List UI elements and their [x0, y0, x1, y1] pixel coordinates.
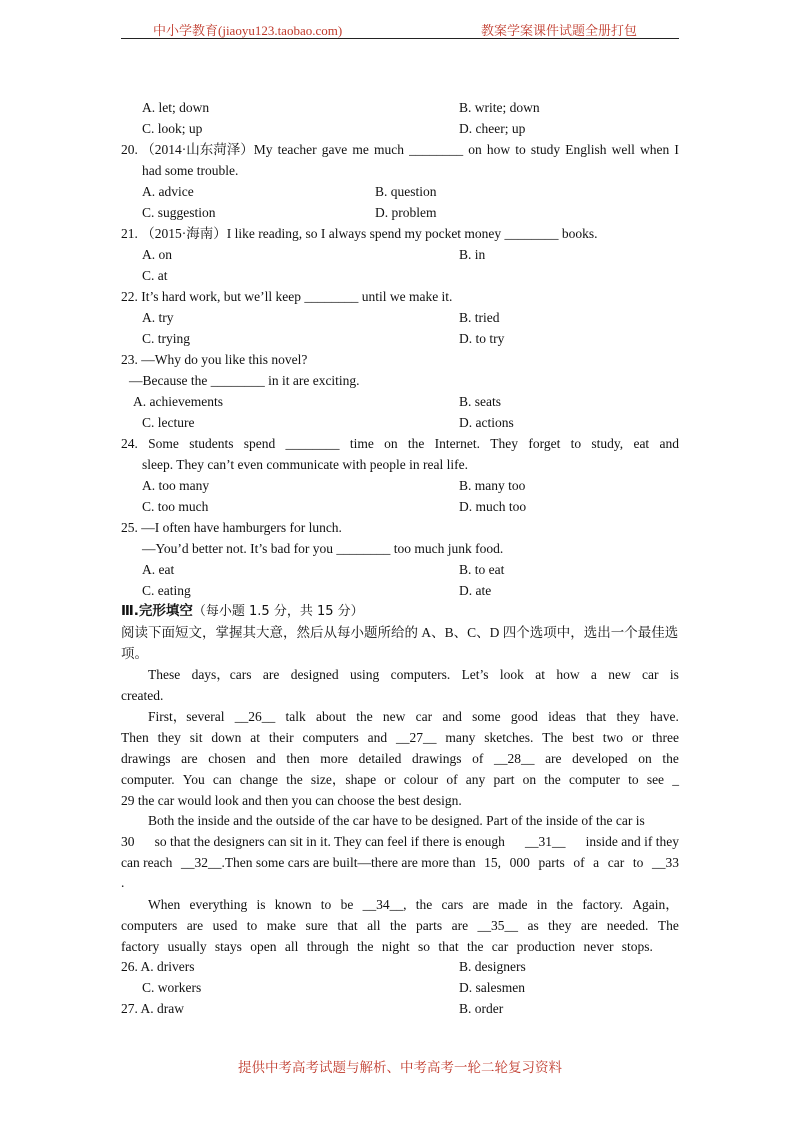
- word: __35__: [477, 918, 519, 933]
- word: down: [211, 730, 242, 745]
- question-20-line1: [121, 141, 679, 159]
- word: two: [602, 730, 623, 745]
- passage-line: [121, 750, 679, 768]
- word: or: [384, 772, 396, 787]
- word: The: [657, 918, 679, 933]
- word: when: [640, 142, 670, 157]
- passage-line: Both the inside and the outside of the car have to be designed. Part of the inside of the car is: [148, 813, 645, 828]
- instructions-line1: 阅读下面短文，掌握其大意，然后从每小题所给的 A、B、C、D 四个选项中，选出一个最佳选: [121, 625, 679, 640]
- word: much: [373, 142, 404, 157]
- question-23-line1: 23. —Why do you like this novel?: [121, 352, 308, 367]
- question-24-line2: sleep. They can’t even communicate with people in real life.: [142, 457, 469, 472]
- option: B. write; down: [459, 100, 540, 115]
- passage-line: 29 the car would look and then you can choose the best design.: [121, 793, 462, 808]
- question-21-line1: 21. （2015·海南）I like reading, so I always spend my pocket money ________ books.: [121, 226, 598, 241]
- word: are: [181, 751, 198, 766]
- passage-line: [121, 833, 679, 851]
- word: parts: [538, 855, 565, 870]
- word: When: [148, 897, 181, 912]
- word: at: [535, 667, 545, 682]
- word: how: [556, 667, 580, 682]
- word: that: [337, 918, 358, 933]
- footer-text: 提供中考高考试题与解析、中考高考一轮二轮复习资料: [238, 1060, 562, 1075]
- word: __27__: [396, 730, 437, 745]
- word: the: [466, 939, 484, 954]
- word: so that the designers can sit in it. They can feel if there is enough: [154, 834, 505, 849]
- word: drawings: [121, 751, 171, 766]
- word: open: [250, 939, 277, 954]
- word: __26__: [234, 709, 276, 724]
- word: are: [451, 918, 469, 933]
- option: A. on: [142, 247, 172, 262]
- word: are: [262, 667, 280, 682]
- word: a: [593, 855, 600, 870]
- word: everything: [189, 897, 248, 912]
- header-left: 中小学教育(jiaoyu123.taobao.com): [153, 23, 343, 38]
- word: __34__,: [362, 897, 407, 912]
- word: ideas: [548, 709, 576, 724]
- word: the: [357, 939, 374, 954]
- word: These: [148, 667, 181, 682]
- word: and: [256, 751, 276, 766]
- word: at: [250, 730, 261, 745]
- word: good: [510, 709, 538, 724]
- section-title: [121, 602, 364, 621]
- option: C. look; up: [142, 121, 203, 136]
- word: __31__: [525, 834, 566, 849]
- word: are: [545, 751, 562, 766]
- word: computer.: [121, 772, 175, 787]
- word: You: [182, 772, 205, 787]
- word: English: [565, 142, 607, 157]
- word: the: [390, 918, 407, 933]
- passage-line: [121, 854, 679, 872]
- word: gave: [321, 142, 348, 157]
- word: of: [446, 772, 458, 787]
- word: size，shape: [310, 772, 377, 787]
- option: C. eating: [142, 583, 191, 598]
- option: C. trying: [142, 331, 191, 346]
- question-25-line1: 25. —I often have hamburgers for lunch.: [121, 520, 342, 535]
- header-right: 教案学案课件试题全册打包: [481, 23, 638, 38]
- word: make: [266, 918, 296, 933]
- word: 24.: [121, 436, 138, 451]
- option: A. eat: [142, 562, 175, 577]
- word: students: [189, 436, 234, 451]
- word: see: [646, 772, 665, 787]
- word: new: [608, 667, 631, 682]
- option: 26. A. drivers: [121, 959, 195, 974]
- word: the: [356, 709, 373, 724]
- passage-line: [121, 938, 653, 956]
- word: on: [468, 142, 482, 157]
- option: B. in: [459, 247, 486, 262]
- option: D. actions: [459, 415, 514, 430]
- word: ________: [409, 142, 464, 157]
- word: are: [186, 918, 204, 933]
- word: to: [320, 897, 332, 912]
- word: are: [580, 918, 598, 933]
- word: spend: [243, 436, 276, 451]
- word: The: [542, 730, 564, 745]
- word: and: [659, 436, 679, 451]
- word: a: [590, 667, 597, 682]
- word: factory: [121, 939, 160, 954]
- word: and: [367, 730, 388, 745]
- word: detailed: [358, 751, 402, 766]
- option: D. much too: [459, 499, 527, 514]
- option: A. let; down: [142, 100, 210, 115]
- word: on: [638, 751, 652, 766]
- word: time: [349, 436, 374, 451]
- word: me: [352, 142, 369, 157]
- word: forget: [528, 436, 561, 451]
- word: Let’s: [461, 667, 489, 682]
- word: they: [548, 918, 572, 933]
- word: Then: [121, 730, 149, 745]
- word: their: [268, 730, 294, 745]
- option: B. seats: [459, 394, 501, 409]
- question-23-line2: —Because the ________ in it are exciting.: [129, 373, 360, 388]
- word: they: [157, 730, 181, 745]
- word: factory.: [582, 897, 624, 912]
- word: on: [522, 772, 537, 787]
- word: car: [491, 939, 509, 954]
- word: or: [631, 730, 644, 745]
- option: D. cheer; up: [459, 121, 526, 136]
- word: sketches.: [484, 730, 534, 745]
- word: computers: [302, 730, 359, 745]
- option: C. lecture: [142, 415, 195, 430]
- word: to: [628, 772, 639, 787]
- word: computers.: [390, 667, 451, 682]
- option: A. advice: [142, 184, 194, 199]
- option: B. tried: [459, 310, 500, 325]
- option: B. order: [459, 1001, 504, 1016]
- question-24-line1: [121, 435, 679, 453]
- word: study: [530, 142, 561, 157]
- word: to: [515, 142, 526, 157]
- word: more: [320, 751, 349, 766]
- word: new: [382, 709, 406, 724]
- section-title-text: Ⅲ.完形填空: [121, 603, 193, 619]
- option: A. achievements: [133, 394, 223, 409]
- instructions-line2: 项。: [121, 646, 148, 661]
- word: night: [381, 939, 410, 954]
- word: all: [284, 939, 299, 954]
- word: inside and if they: [585, 834, 679, 849]
- word: I: [674, 142, 679, 157]
- word: as: [527, 918, 539, 933]
- word: 20. （2014·山东菏泽）My: [121, 142, 273, 157]
- word: is: [256, 897, 266, 912]
- word: some: [472, 709, 501, 724]
- passage-line: [148, 896, 679, 914]
- word: __28__: [493, 751, 535, 766]
- word: sit: [189, 730, 203, 745]
- passage-line: .: [121, 875, 125, 890]
- word: 30: [121, 834, 135, 849]
- option: C. workers: [142, 980, 202, 995]
- word: have.: [650, 709, 679, 724]
- word: in: [536, 897, 548, 912]
- option: B. question: [375, 184, 437, 199]
- word: stays: [214, 939, 242, 954]
- word: best: [572, 730, 594, 745]
- word: production: [516, 939, 576, 954]
- word: colour: [403, 772, 439, 787]
- option: D. to try: [459, 331, 505, 346]
- word: car: [415, 709, 433, 724]
- passage-line: created.: [121, 688, 164, 703]
- word: First，several: [148, 709, 225, 724]
- option: D. problem: [375, 205, 437, 220]
- word: __33: [651, 855, 679, 870]
- word: drawings: [411, 751, 462, 766]
- word: parts: [415, 918, 443, 933]
- option: 27. A. draw: [121, 1001, 184, 1016]
- word: the: [544, 772, 561, 787]
- section-note: （每小题 1.5 分，共 15 分）: [192, 604, 364, 619]
- word: the: [662, 751, 679, 766]
- word: designed: [290, 667, 339, 682]
- word: many: [445, 730, 476, 745]
- word: can reach: [121, 855, 173, 870]
- word: eat: [633, 436, 650, 451]
- word: of: [472, 751, 484, 766]
- word: car: [607, 855, 625, 870]
- word: the: [556, 897, 574, 912]
- word: then: [286, 751, 310, 766]
- option: B. to eat: [459, 562, 505, 577]
- question-20-line2: had some trouble.: [142, 163, 239, 178]
- word: sure: [305, 918, 328, 933]
- word: three: [652, 730, 679, 745]
- word: talk: [285, 709, 306, 724]
- word: how: [486, 142, 511, 157]
- word: never: [583, 939, 614, 954]
- word: study,: [591, 436, 624, 451]
- question-25-line2: —You’d better not. It’s bad for you ________ too much junk food.: [142, 541, 504, 556]
- word: of: [573, 855, 585, 870]
- word: be: [340, 897, 354, 912]
- word: well: [611, 142, 635, 157]
- word: __32__.Then some cars are built—there are more than: [180, 855, 476, 870]
- word: car: [642, 667, 659, 682]
- option: A. too many: [142, 478, 210, 493]
- word: using: [350, 667, 380, 682]
- word: Some: [148, 436, 179, 451]
- word: the: [286, 772, 303, 787]
- word: ________: [285, 436, 340, 451]
- question-22-line1: 22. It’s hard work, but we’ll keep ________ until we make it.: [121, 289, 453, 304]
- word: any: [465, 772, 486, 787]
- word: 15,: [484, 855, 502, 870]
- passage-line: [121, 729, 679, 747]
- option: C. too much: [142, 499, 209, 514]
- word: and: [442, 709, 462, 724]
- word: computers: [121, 918, 178, 933]
- word: so: [418, 939, 431, 954]
- word: days，cars: [191, 667, 252, 682]
- word: developed: [572, 751, 628, 766]
- word: used: [212, 918, 238, 933]
- passage-line: [148, 708, 679, 726]
- word: cars: [441, 897, 464, 912]
- word: teacher: [277, 142, 317, 157]
- word: about: [315, 709, 346, 724]
- word: they: [616, 709, 640, 724]
- word: is: [669, 667, 679, 682]
- header-rule: [121, 38, 679, 39]
- word: made: [498, 897, 528, 912]
- word: through: [306, 939, 349, 954]
- word: that: [586, 709, 607, 724]
- word: to: [246, 918, 258, 933]
- word: _: [672, 772, 679, 787]
- word: Again，: [632, 897, 679, 912]
- word: on: [384, 436, 398, 451]
- option: D. salesmen: [459, 980, 525, 995]
- word: They: [490, 436, 519, 451]
- word: usually: [167, 939, 207, 954]
- passage-line: [121, 771, 679, 789]
- passage-line: [121, 917, 679, 935]
- word: part: [493, 772, 515, 787]
- word: to: [632, 855, 644, 870]
- word: change: [239, 772, 279, 787]
- word: the: [407, 436, 425, 451]
- word: Internet.: [434, 436, 481, 451]
- word: 000: [509, 855, 530, 870]
- word: that: [438, 939, 459, 954]
- word: chosen: [208, 751, 246, 766]
- option: D. ate: [459, 583, 492, 598]
- word: the: [415, 897, 433, 912]
- word: known: [274, 897, 312, 912]
- word: to: [570, 436, 582, 451]
- word: look: [499, 667, 524, 682]
- word: needed.: [606, 918, 649, 933]
- word: all: [367, 918, 381, 933]
- option: B. many too: [459, 478, 526, 493]
- option: A. try: [142, 310, 174, 325]
- option: C. at: [142, 268, 168, 283]
- word: computer: [568, 772, 620, 787]
- passage-line: [148, 666, 679, 684]
- word: can: [212, 772, 232, 787]
- option: B. designers: [459, 959, 526, 974]
- option: C. suggestion: [142, 205, 216, 220]
- word: stops.: [621, 939, 653, 954]
- word: are: [472, 897, 489, 912]
